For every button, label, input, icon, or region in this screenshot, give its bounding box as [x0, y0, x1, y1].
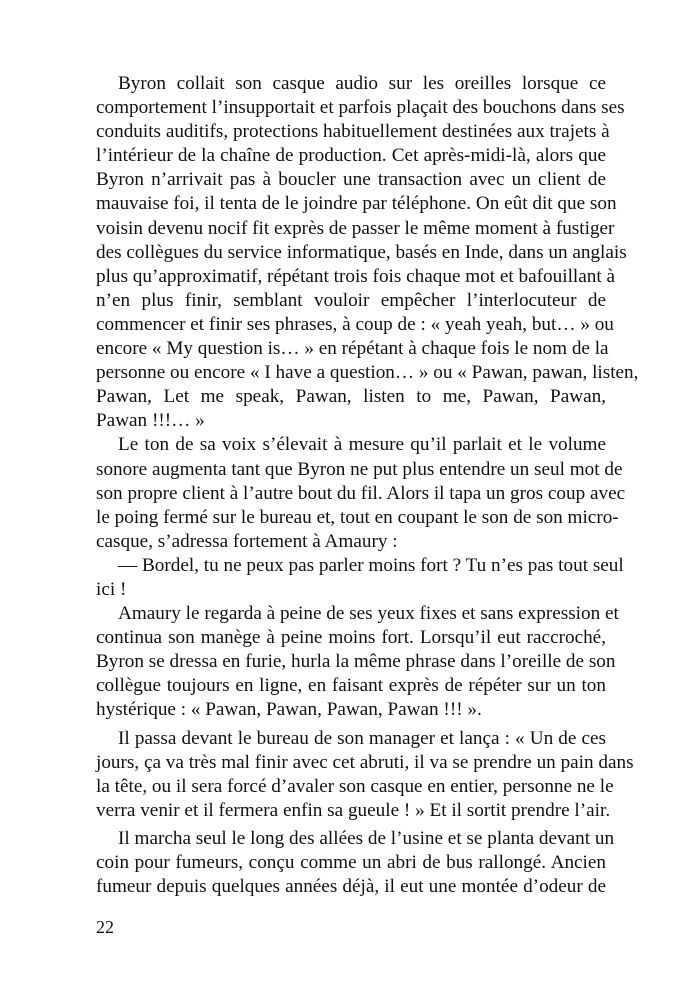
- text-line: Pawan, Let me speak, Pawan, listen to me, Pawan, Pawan,: [96, 386, 606, 408]
- text-line: Il marcha seul le long des allées de l’usine et se planta devant un: [118, 827, 615, 849]
- book-page-body: [96, 72, 639, 899]
- text-line: verra venir et il fermera enfin sa gueule ! » Et il sortit prendre l’air.: [96, 799, 611, 821]
- text-line: Byron n’arrivait pas à boucler une transaction avec un client de: [96, 169, 606, 191]
- text-line: encore « My question is… » en répétant à chaque fois le nom de la: [96, 338, 609, 360]
- text-line: — Bordel, tu ne peux pas parler moins fort ? Tu n’es pas tout seul: [118, 554, 624, 576]
- text-line: Il passa devant le bureau de son manager et lança : « Un de ces: [118, 727, 606, 749]
- paragraph-5: [96, 727, 634, 823]
- text-line: sonore augmenta tant que Byron ne put plus entendre un seul mot de: [96, 458, 623, 480]
- text-line: plus qu’approximatif, répétant trois fois chaque mot et bafouillant à: [96, 265, 615, 287]
- text-line: collègue toujours en ligne, en faisant exprès de répéter sur un ton: [96, 675, 606, 697]
- text-line: comportement l’insupportait et parfois plaçait des bouchons dans ses: [96, 97, 625, 119]
- text-line: jours, ça va très mal finir avec cet abruti, il va se prendre un pain dans: [96, 751, 634, 773]
- text-line: fumeur depuis quelques années déjà, il eut une montée d’odeur de: [96, 876, 606, 898]
- text-line: ici !: [96, 578, 127, 600]
- text-line: personne ou encore « I have a question… » ou « Pawan, pawan, listen,: [96, 362, 639, 384]
- text-line: casque, s’adressa fortement à Amaury :: [96, 530, 398, 552]
- dialogue-paragraph: [96, 554, 624, 602]
- text-line: Le ton de sa voix s’élevait à mesure qu’il parlait et le volume: [118, 434, 606, 456]
- text-line: conduits auditifs, protections habituellement destinées aux trajets à: [96, 121, 610, 143]
- text-line: le poing fermé sur le bureau et, tout en coupant le son de son micro-: [96, 506, 619, 528]
- text-line: Byron collait son casque audio sur les oreilles lorsque ce: [118, 73, 606, 94]
- text-line: coin pour fumeurs, conçu comme un abri de bus rallongé. Ancien: [96, 852, 606, 873]
- text-line: commencer et finir ses phrases, à coup de : « yeah yeah, but… » ou: [96, 313, 614, 335]
- text-line: n’en plus finir, semblant vouloir empêcher l’interlocuteur de: [96, 289, 606, 311]
- text-line: hystérique : « Pawan, Pawan, Pawan, Pawan !!! ».: [96, 699, 482, 721]
- text-line: des collègues du service informatique, basés en Inde, dans un anglais: [96, 241, 627, 263]
- paragraph-1: [96, 72, 639, 433]
- paragraph-6: [96, 827, 615, 899]
- text-line: la tête, ou il sera forcé d’avaler son casque en entier, personne ne le: [96, 775, 614, 797]
- paragraph-4: [96, 602, 619, 722]
- page-number: 22: [96, 917, 114, 937]
- text-line: Amaury le regarda à peine de ses yeux fixes et sans expression et: [118, 603, 619, 625]
- text-line: voisin devenu nocif fit exprès de passer le même moment à fustiger: [96, 217, 615, 239]
- text-line: Pawan !!!… »: [96, 410, 205, 432]
- text-line: l’intérieur de la chaîne de production. Cet après-midi-là, alors que: [96, 145, 606, 167]
- paragraph-2: [96, 433, 626, 553]
- text-line: son propre client à l’autre bout du fil. Alors il tapa un gros coup avec: [96, 482, 626, 504]
- text-line: Byron se dressa en furie, hurla la même phrase dans l’oreille de son: [96, 651, 616, 673]
- text-line: continua son manège à peine moins fort. Lorsqu’il eut raccroché,: [96, 627, 606, 649]
- text-line: mauvaise foi, il tenta de le joindre par téléphone. On eût dit que son: [96, 193, 617, 215]
